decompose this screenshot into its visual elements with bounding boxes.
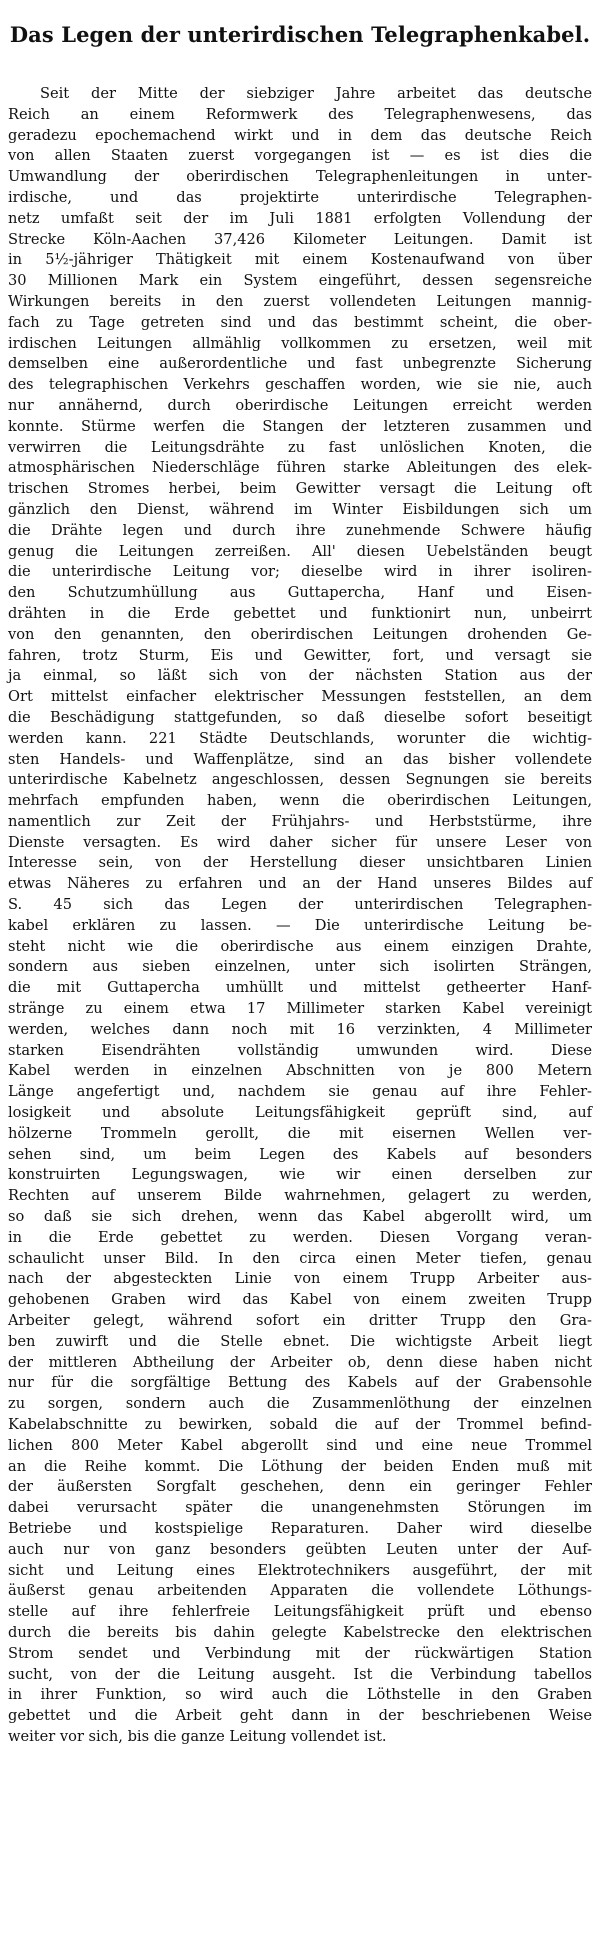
text-line: gebettet und die Arbeit geht dann in der beschriebenen Weise <box>8 1707 592 1725</box>
text-line: sicht und Leitung eines Elektrotechnikers ausgeführt, der mit <box>8 1561 592 1579</box>
text-line: Dienste versagten. Es wird daher sicher für unsere Leser von <box>8 833 592 851</box>
text-line: starken Eisendrähten vollständig umwunden wird. Diese <box>8 1041 592 1059</box>
text-line: sten Handels- und Waffenplätze, sind an das bisher vollendete <box>8 750 592 768</box>
text-line: steht nicht wie die oberirdische aus einem einzigen Drahte, <box>8 937 592 955</box>
text-line: sehen sind, um beim Legen des Kabels auf besonders <box>8 1145 592 1163</box>
text-line: ja einmal, so läßt sich von der nächsten Station aus der <box>8 667 592 685</box>
text-line: Wirkungen bereits in den zuerst vollendeten Leitungen mannig- <box>8 292 592 310</box>
text-line: 30 Millionen Mark ein System eingeführt, dessen segensreiche <box>8 272 592 290</box>
text-line: werden, welches dann noch mit 16 verzinkten, 4 Millimeter <box>8 1020 592 1038</box>
text-line: den Schutzumhüllung aus Guttapercha, Hanf und Eisen- <box>8 584 592 602</box>
text-line: Strecke Köln-Aachen 37,426 Kilometer Leitungen. Damit ist <box>8 230 592 248</box>
text-line: fahren, trotz Sturm, Eis und Gewitter, fort, und versagt sie <box>8 646 592 664</box>
text-line: schaulicht unser Bild. In den circa einen Meter tiefen, genau <box>8 1249 592 1267</box>
text-line: geradezu epochemachend wirkt und in dem das deutsche Reich <box>8 126 592 144</box>
text-line: des telegraphischen Verkehrs geschaffen worden, wie sie nie, auch <box>8 376 592 394</box>
text-line: nur für die sorgfältige Bettung des Kabels auf der Grabensohle <box>8 1374 592 1392</box>
text-line: Reich an einem Reformwerk des Telegraphenwesens, das <box>8 105 592 123</box>
text-line: nach der abgesteckten Linie von einem Trupp Arbeiter aus- <box>8 1270 592 1288</box>
text-line: Kabel werden in einzelnen Abschnitten von je 800 Metern <box>8 1062 592 1080</box>
text-line: die Drähte legen und durch ihre zunehmende Schwere häufig <box>8 521 592 539</box>
text-line: gehobenen Graben wird das Kabel von einem zweiten Trupp <box>8 1291 592 1309</box>
text-line: S. 45 sich das Legen der unterirdischen Telegraphen- <box>8 896 592 914</box>
text-line: durch die bereits bis dahin gelegte Kabelstrecke den elektrischen <box>8 1623 592 1641</box>
text-line: der mittleren Abtheilung der Arbeiter ob, denn diese haben nicht <box>8 1353 592 1371</box>
text-line: äußerst genau arbeitenden Apparaten die vollendete Löthungs- <box>8 1582 592 1600</box>
text-line: ben zuwirft und die Stelle ebnet. Die wichtigste Arbeit liegt <box>8 1332 592 1350</box>
text-line: Arbeiter gelegt, während sofort ein dritter Trupp den Gra- <box>8 1312 592 1330</box>
text-line: von den genannten, den oberirdischen Leitungen drohenden Ge- <box>8 625 592 643</box>
text-line: der äußersten Sorgfalt geschehen, denn ein geringer Fehler <box>8 1478 592 1496</box>
text-line: konnte. Stürme werfen die Stangen der letzteren zusammen und <box>8 417 592 435</box>
text-line: gänzlich den Dienst, während im Winter Eisbildungen sich um <box>8 500 592 518</box>
text-line: an die Reihe kommt. Die Löthung der beiden Enden muß mit <box>8 1457 592 1475</box>
text-line: Strom sendet und Verbindung mit der rückwärtigen Station <box>8 1644 592 1662</box>
text-line: zu sorgen, sondern auch die Zusammenlöthung der einzelnen <box>8 1395 592 1413</box>
text-line: in ihrer Funktion, so wird auch die Löthstelle in den Graben <box>8 1686 592 1704</box>
text-line: kabel erklären zu lassen. — Die unterirdische Leitung be- <box>8 916 592 934</box>
text-line: Seit der Mitte der siebziger Jahre arbeitet das deutsche <box>40 85 592 102</box>
text-line: Kabelabschnitte zu bewirken, sobald die auf der Trommel befind- <box>8 1416 592 1433</box>
text-line: nur annähernd, durch oberirdische Leitungen erreicht werden <box>8 396 592 414</box>
text-line: irdischen Leitungen allmählig vollkommen zu ersetzen, weil mit <box>8 334 592 352</box>
text-line: verwirren die Leitungsdrähte zu fast unlöslichen Knoten, die <box>8 438 592 456</box>
text-line: sondern aus sieben einzelnen, unter sich isolirten Strängen, <box>8 958 592 976</box>
text-line: werden kann. 221 Städte Deutschlands, worunter die wichtig- <box>8 729 592 747</box>
text-line: stränge zu einem etwa 17 Millimeter starken Kabel vereinigt <box>8 1000 592 1018</box>
text-line: Ort mittelst einfacher elektrischer Messungen feststellen, an dem <box>8 688 592 706</box>
text-line: stelle auf ihre fehlerfreie Leitungsfähigkeit prüft und ebenso <box>8 1603 592 1621</box>
text-line: in 5½-jähriger Thätigkeit mit einem Kostenaufwand von über <box>8 251 592 269</box>
text-line: drähten in die Erde gebettet und funktionirt nun, unbeirrt <box>8 604 592 622</box>
text-line: von allen Staaten zuerst vorgegangen ist — es ist dies die <box>8 147 592 165</box>
text-line: die unterirdische Leitung vor; dieselbe wird in ihrer isoliren- <box>8 563 592 581</box>
text-line: fach zu Tage getreten sind und das bestimmt scheint, die ober- <box>8 313 592 331</box>
text-line: Rechten auf unserem Bilde wahrnehmen, gelagert zu werden, <box>8 1187 592 1205</box>
text-line: netz umfaßt seit der im Juli 1881 erfolgten Vollendung der <box>8 209 592 227</box>
text-line: die Beschädigung stattgefunden, so daß dieselbe sofort beseitigt <box>8 708 592 726</box>
text-line: so daß sie sich drehen, wenn das Kabel abgerollt wird, um <box>8 1208 592 1226</box>
text-line: hölzerne Trommeln gerollt, die mit eisernen Wellen ver- <box>8 1124 592 1142</box>
text-line: Umwandlung der oberirdischen Telegraphenleitungen in unter- <box>8 168 592 186</box>
text-line: mehrfach empfunden haben, wenn die oberirdischen Leitungen, <box>8 792 592 810</box>
text-line: auch nur von ganz besonders geübten Leuten unter der Auf- <box>8 1540 592 1558</box>
text-line: lichen 800 Meter Kabel abgerollt sind und eine neue Trommel <box>8 1436 592 1454</box>
text-line: losigkeit und absolute Leitungsfähigkeit geprüft sind, auf <box>8 1104 592 1122</box>
text-line: in die Erde gebettet zu werden. Diesen Vorgang veran- <box>8 1228 592 1246</box>
text-line: sucht, von der die Leitung ausgeht. Ist die Verbindung tabellos <box>8 1665 592 1683</box>
text-line: die mit Guttapercha umhüllt und mittelst getheerter Hanf- <box>8 979 592 997</box>
text-line: irdische, und das projektirte unterirdische Telegraphen- <box>8 188 592 206</box>
text-line: atmosphärischen Niederschläge führen starke Ableitungen des elek- <box>8 459 592 477</box>
article-body <box>8 84 592 1748</box>
text-line: unterirdische Kabelnetz angeschlossen, dessen Segnungen sie bereits <box>8 771 592 789</box>
text-line: demselben eine außerordentliche und fast unbegrenzte Sicherung <box>8 355 592 373</box>
text-line: konstruirten Legungswagen, wie wir einen derselben zur <box>8 1166 592 1184</box>
text-line: dabei verursacht später die unangenehmsten Störungen im <box>8 1499 592 1517</box>
text-line: weiter vor sich, bis die ganze Leitung vollendet ist. <box>8 1727 387 1745</box>
article-title: Das Legen der unterirdischen Telegraphenkabel. <box>9 22 591 47</box>
text-line: Betriebe und kostspielige Reparaturen. Daher wird dieselbe <box>8 1519 592 1537</box>
text-line: Länge angefertigt und, nachdem sie genau auf ihre Fehler- <box>8 1083 592 1101</box>
text-line: etwas Näheres zu erfahren und an der Hand unseres Bildes auf <box>8 875 592 893</box>
text-line: Interesse sein, von der Herstellung dieser unsichtbaren Linien <box>8 854 592 872</box>
text-line: namentlich zur Zeit der Frühjahrs- und Herbststürme, ihre <box>8 812 592 830</box>
text-line: genug die Leitungen zerreißen. All' diesen Uebelständen beugt <box>8 542 592 560</box>
text-line: trischen Stromes herbei, beim Gewitter versagt die Leitung oft <box>8 480 592 498</box>
